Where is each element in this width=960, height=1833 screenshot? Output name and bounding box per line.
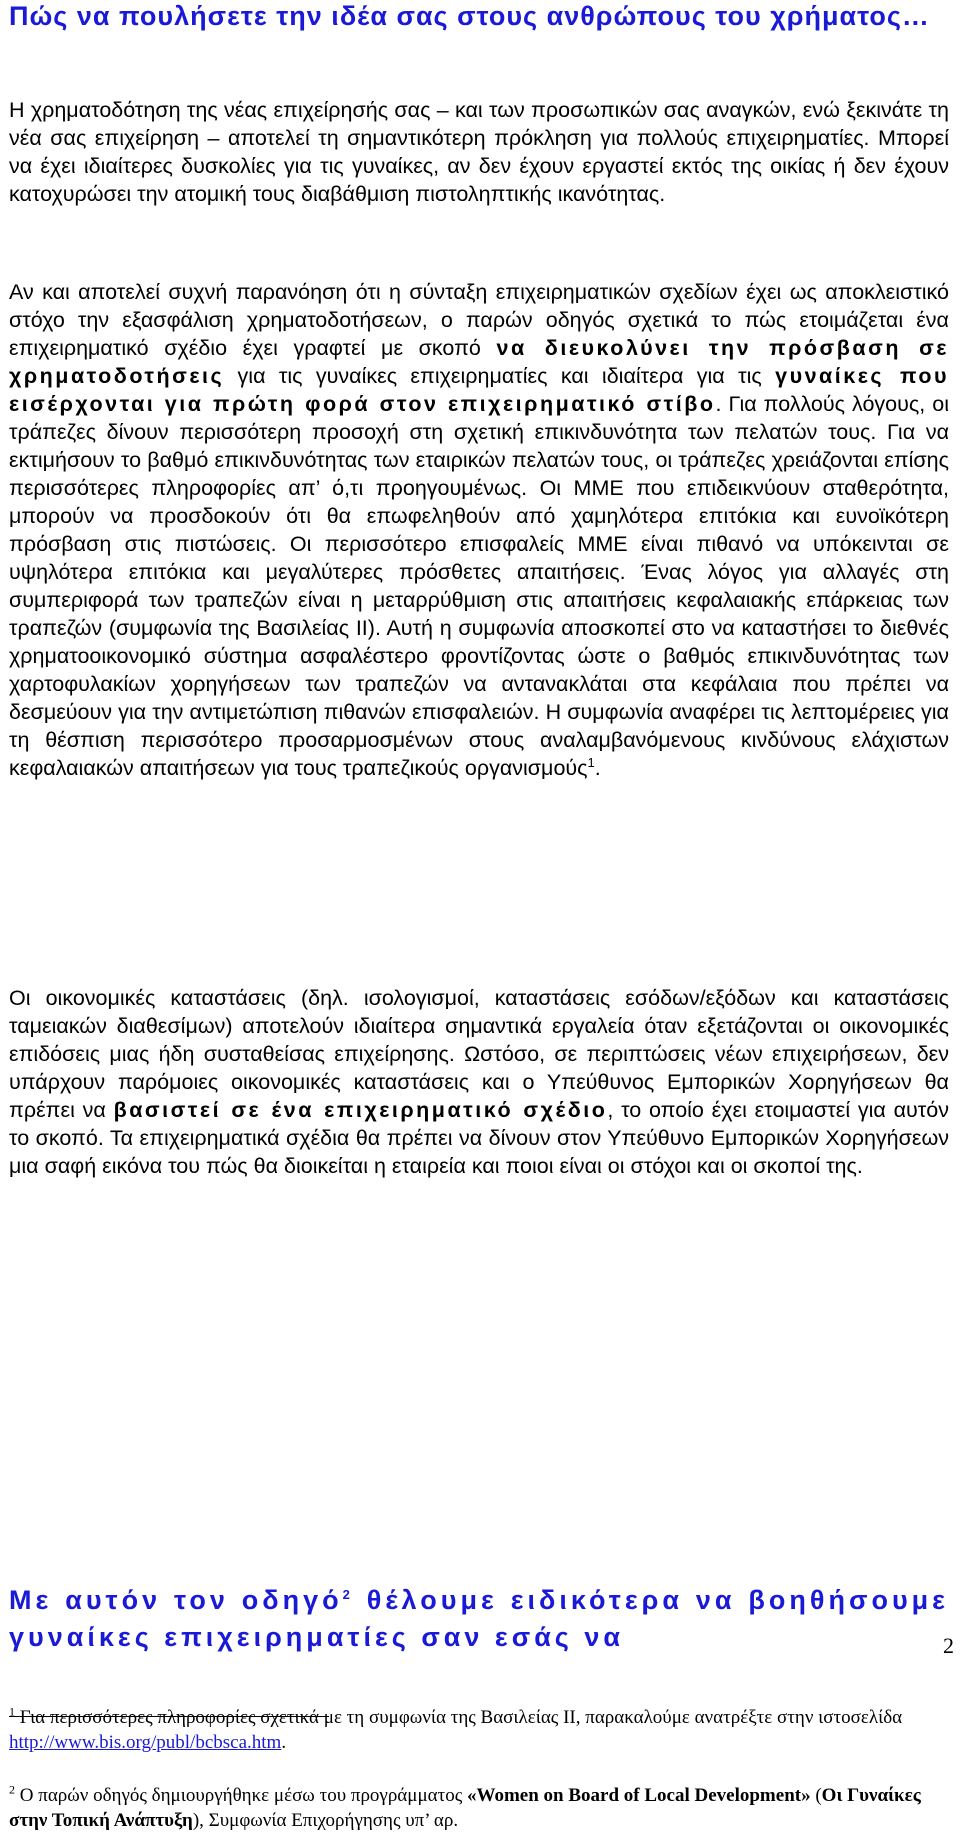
program-name-greek: Οι Γυναίκες στην Τοπική Ανάπτυξη: [9, 1785, 921, 1831]
text-run: . Για πολλούς λόγους, οι τράπεζες δίνουν περισσότερη προσοχή στη σχετική επικινδυνότητα των πελατών τους. Για να εκτιμήσουν το βαθμό επικινδυνότητας των εταιρικών πελατών τους, οι τράπεζες χρειάζονται επίσης περισσότερες πληροφορίες απ’ ό,τι προηγουμένως. Οι ΜΜΕ που επιδεικνύουν σταθερότητα, μπορούν να προσδοκούν ότι θα επωφεληθούν από χαμηλότερα επιτόκια και ευνοϊκότερη πρόσβαση στις πιστώσεις. Οι περισσότερο επισφαλείς ΜΜΕ είναι πιθανό να υπόκεινται σε υψηλότερα επιτόκια και μεγαλύτερες πρόσθετες απαιτήσεις. Ένας λόγος για αλλαγές στη συμπεριφορά των τραπεζών είναι η μεταρρύθμιση στις απαιτήσεις κεφαλαιακής επάρκειας των τραπεζών (συμφωνία της Βασιλείας ΙΙ). Αυτή η συμφωνία αποσκοπεί στο να καταστήσει το διεθνές χρηματοοικονομικό σύστημα ασφαλέστερο φροντίζοντας ώστε ο βαθμός επικινδυνότητας των χαρτοφυλακίων χορηγήσεων των τραπεζών να αντανακλάται στα κεφάλαια που πρέπει να δεσμεύουν για την αντιμετώπιση πιθανών επισφαλειών. Η συμφωνία αναφέρει τις λεπτομέρειες για τη θέσπιση περισσότερο προσαρμοσμένων στους αναλαμβανόμενους κινδύνους ελάχιστων κεφαλαιακών απαιτήσεων για τους τραπεζικούς οργανισμούς: [9, 392, 949, 780]
financing-paragraph: [9, 278, 949, 782]
footnote-number: 2: [9, 1782, 15, 1797]
text-run: Για περισσότερες πληροφορίες σχετικά με τη συμφωνία της Βασιλείας ΙΙ, παρακαλούμε ανατρέξτε στην ιστοσελίδα: [15, 1707, 903, 1728]
text-run: , το οποίο έχει ετοιμαστεί για αυτόν το σκοπό. Τα επιχειρηματικά σχέδια θα πρέπει να δίνουν στον Υπεύθυνο Εμπορικών Χορηγήσεων μια σαφή εικόνα του πώς θα διοικείται η εταιρεία και ποιοι είναι οι στόχοι και οι σκοποί της.: [9, 1098, 949, 1178]
footnote-ref-2[interactable]: 2: [342, 1587, 354, 1602]
bis-link[interactable]: http://www.bis.org/publ/bcbsca.htm: [9, 1732, 282, 1753]
text-run: Με αυτόν τον οδηγό: [9, 1585, 343, 1615]
text-run: .: [281, 1732, 287, 1753]
text-run: Ο παρών οδηγός δημιουργήθηκε μέσω του προγράμματος: [15, 1785, 468, 1806]
text-run: (: [810, 1785, 822, 1806]
bold-phrase: βασιστεί σε ένα επιχειρηματικό σχέδιο: [113, 1098, 608, 1122]
footnote-ref-1[interactable]: 1: [587, 754, 595, 770]
text-run: .: [594, 756, 601, 780]
text-run: θέλουμε ειδικότερα να βοηθήσουμε γυναίκες επιχειρηματίες σαν: [9, 1585, 949, 1652]
text-run: για τις γυναίκες επιχειρηματίες και ιδιαίτερα για τις: [224, 364, 776, 388]
text-run: Οι οικονομικές καταστάσεις (δηλ. ισολογισμοί, καταστάσεις εσόδων/εξόδων και καταστάσεις ταμειακών διαθεσίμων) αποτελούν ιδιαίτερα σημαντικά εργαλεία όταν εξετάζονται οι οικονομικές επιδόσεις μιας ήδη συσταθείσας επιχείρησης. Ωστόσο, σε περιπτώσεις νέων επιχειρήσεων, δεν υπάρχουν παρόμοιες οικονομικές καταστάσεις και ο Υπεύθυνος Εμπορικών Χορηγήσεων θα πρέπει να: [9, 986, 949, 1122]
program-name: «Women on Board of Local Development»: [467, 1785, 811, 1806]
page-number: 2: [943, 1633, 954, 1658]
guide-heading: [9, 1582, 949, 1656]
bold-phrase: εσάς: [494, 1622, 573, 1652]
intro-paragraph: Η χρηματοδότηση της νέας επιχείρησής σας – και των προσωπικών σας αναγκών, ενώ ξεκινάτε τη νέα σας επιχείρηση – αποτελεί τη σημαντικότερη πρόκληση για πολλούς επιχειρηματίες. Μπορεί να έχει ιδιαίτερες δυσκολίες για τις γυναίκες, αν δεν έχουν εργαστεί εκτός της οικίας ή δεν έχουν κατοχυρώσει την ατομική τους διαβάθμιση πιστοληπτικής ικανότητας.: [9, 98, 949, 206]
section-heading: Πώς να πουλήσετε την ιδέα σας στους ανθρώπους του χρήματος…: [9, 1, 930, 31]
text-run: ), Συμφωνία Επιχορήγησης υπ’ αρ.: [192, 1810, 459, 1831]
footnote-number: 1: [9, 1704, 15, 1719]
text-run: να: [572, 1622, 624, 1652]
bold-phrase: γυναίκες που εισέρχονται για πρώτη φορά στον επιχειρηματικό στίβο: [9, 364, 949, 416]
statements-paragraph: [9, 984, 949, 1180]
text-run: Αν και αποτελεί συχνή παρανόηση ότι η σύνταξη επιχειρηματικών σχεδίων έχει ως αποκλειστικό στόχο την εξασφάλιση χρηματοδοτήσεων, ο παρών οδηγός σχετικά το πώς ετοιμάζεται ένα επιχειρηματικό σχέδιο έχει γραφτεί με σκοπό: [9, 280, 949, 360]
footnote-2: [9, 1783, 949, 1833]
bold-phrase: να διευκολύνει την πρόσβαση σε χρηματοδοτήσεις: [9, 336, 949, 388]
footnote-1: [9, 1705, 949, 1755]
